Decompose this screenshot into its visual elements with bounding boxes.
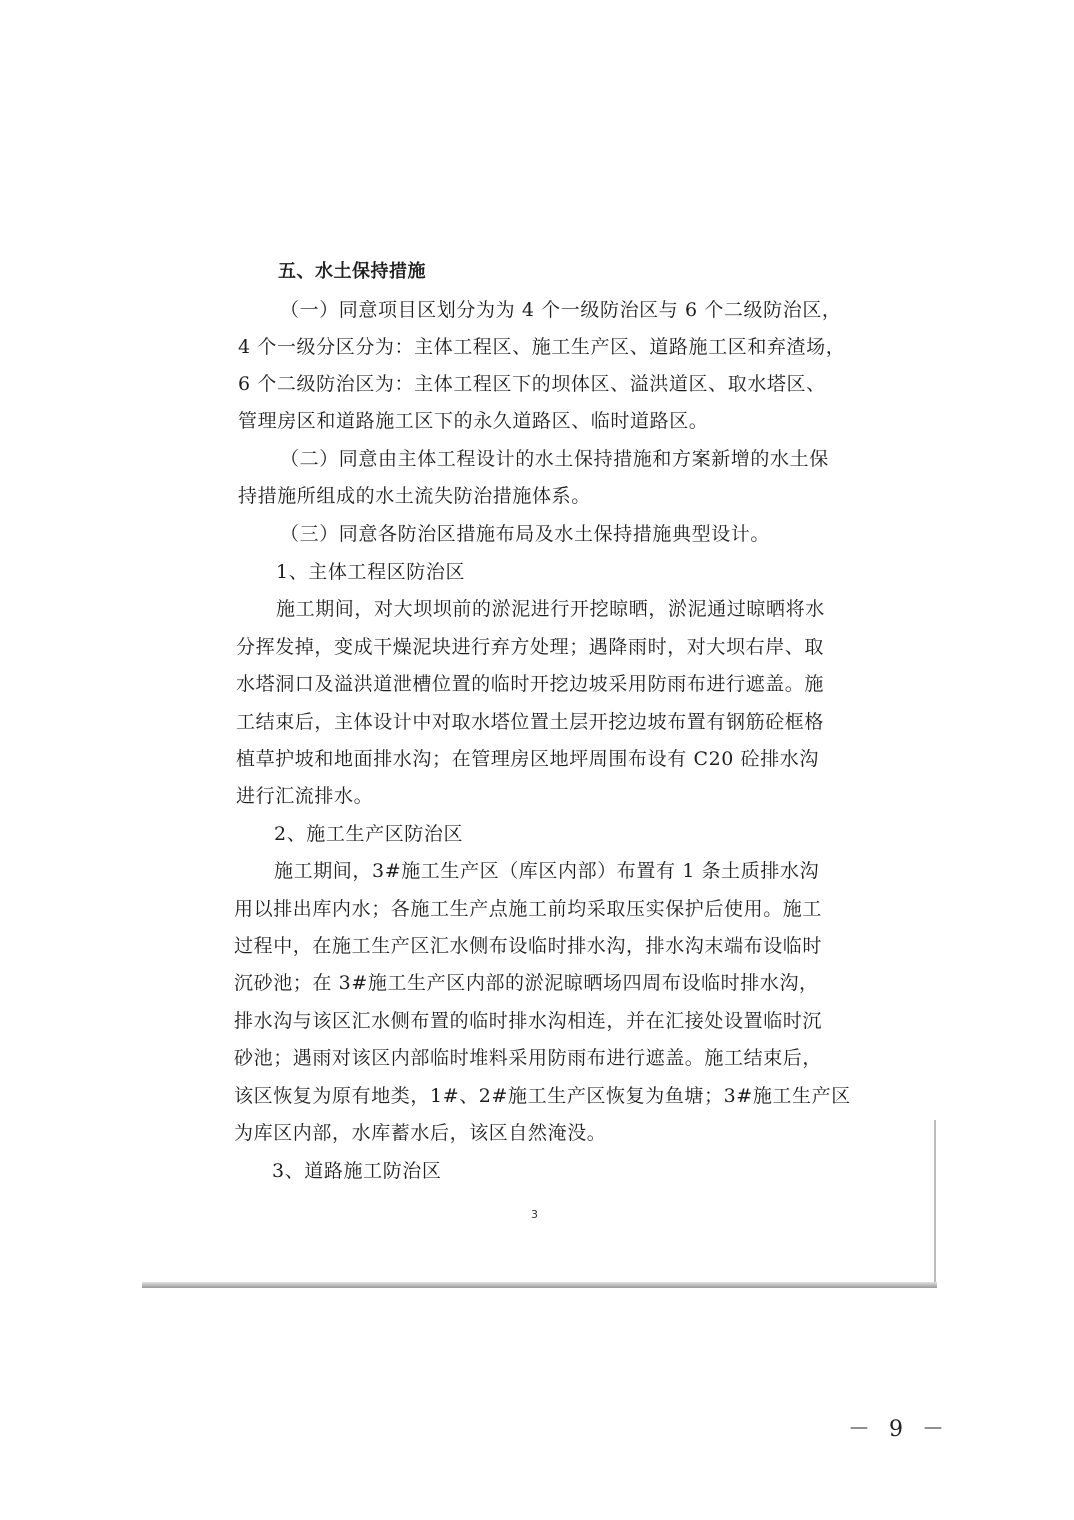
paragraph-line: （二）同意由主体工程设计的水土保持措施和方案新增的水土保 bbox=[280, 448, 829, 470]
sheet-bottom-edge bbox=[142, 1282, 937, 1288]
paragraph-line: 进行汇流排水。 bbox=[236, 785, 374, 807]
paragraph-line: 6 个二级防治区为：主体工程区下的坝体区、溢洪道区、取水塔区、 bbox=[238, 373, 826, 395]
paragraph-line: 植草护坡和地面排水沟；在管理房区地坪周围布设有 C20 砼排水沟 bbox=[236, 748, 819, 770]
section-heading: 五、水土保持措施 bbox=[278, 261, 426, 282]
paragraph-line: 该区恢复为原有地类，1#、2#施工生产区恢复为鱼塘；3#施工生产区 bbox=[234, 1085, 851, 1107]
subsection-title: 2、施工生产区防治区 bbox=[274, 823, 464, 845]
paragraph-line: 工结束后，主体设计中对取水塔位置土层开挖边坡布置有钢筋砼框格 bbox=[236, 711, 825, 733]
paragraph-line: 水塔洞口及溢洪道泄槽位置的临时开挖边坡采用防雨布进行遮盖。施 bbox=[236, 673, 825, 695]
paragraph-line: 用以排出库内水；各施工生产点施工前均采取压实保护后使用。施工 bbox=[234, 898, 823, 920]
subsection-title: 3、道路施工防治区 bbox=[272, 1160, 442, 1182]
subsection-title: 1、主体工程区防治区 bbox=[276, 561, 466, 583]
paragraph-line: 分挥发掉，变成干燥泥块进行弃方处理；遇降雨时，对大坝右岸、取 bbox=[236, 636, 825, 658]
paragraph-line: 持措施所组成的水土流失防治措施体系。 bbox=[238, 485, 591, 507]
paragraph-line: 4 个一级分区分为：主体工程区、施工生产区、道路施工区和弃渣场， bbox=[238, 336, 846, 358]
paragraph-line: 管理房区和道路施工区下的永久道路区、临时道路区。 bbox=[238, 410, 709, 432]
paragraph-line: 施工期间，对大坝坝前的淤泥进行开挖晾晒，淤泥通过晾晒将水 bbox=[276, 598, 825, 620]
paragraph-line: 为库区内部，水库蓄水后，该区自然淹没。 bbox=[234, 1122, 607, 1144]
paragraph-line: 过程中，在施工生产区汇水侧布设临时排水沟，排水沟末端布设临时 bbox=[234, 935, 823, 957]
paragraph-line: 沉砂池；在 3#施工生产区内部的淤泥晾晒场四周布设临时排水沟， bbox=[234, 972, 819, 994]
paragraph-line: 施工期间，3#施工生产区（库区内部）布置有 1 条土质排水沟 bbox=[274, 860, 820, 882]
paragraph-line: 砂池；遇雨对该区内部临时堆料采用防雨布进行遮盖。施工结束后， bbox=[234, 1047, 823, 1069]
paragraph-line: （一）同意项目区划分为为 4 个一级防治区与 6 个二级防治区， bbox=[280, 299, 842, 321]
sheet-right-edge bbox=[934, 1120, 936, 1288]
paragraph-line: 排水沟与该区汇水侧布置的临时排水沟相连，并在汇接处设置临时沉 bbox=[234, 1010, 823, 1032]
paragraph-line: （三）同意各防治区措施布局及水土保持措施典型设计。 bbox=[280, 523, 771, 545]
page-number: － 9 － bbox=[848, 1417, 950, 1442]
inner-page-number: 3 bbox=[531, 1208, 538, 1221]
